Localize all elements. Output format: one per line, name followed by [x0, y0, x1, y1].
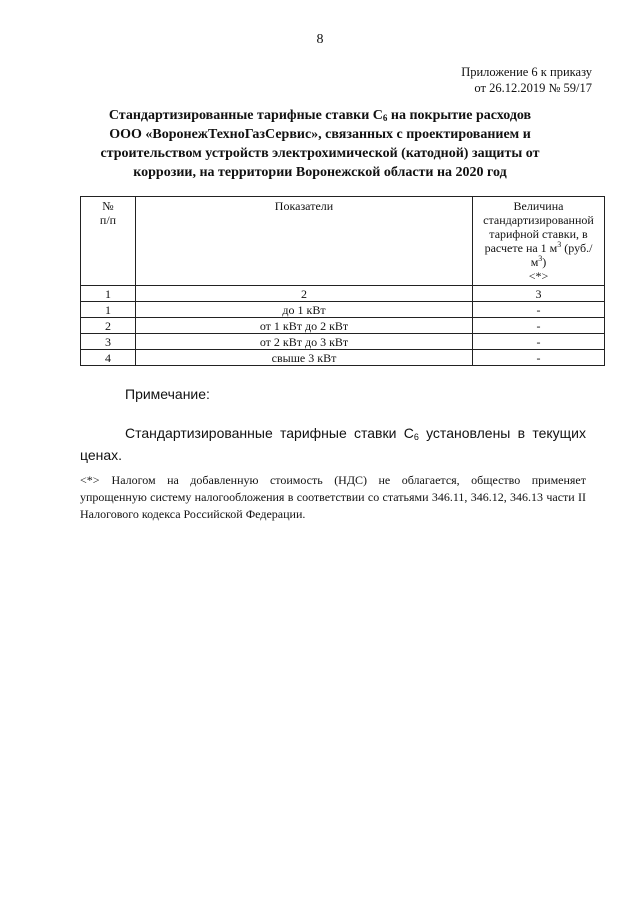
title-line-1 [80, 106, 560, 125]
header-value-line-1: Величина [513, 199, 564, 213]
table-index-row [81, 286, 605, 302]
footnote [80, 472, 586, 523]
row-value: - [473, 334, 605, 350]
row-value: - [473, 350, 605, 366]
index-cell-3: 3 [473, 286, 605, 302]
note-text [80, 422, 586, 466]
row-indicator: от 2 кВт до 3 кВт [136, 334, 473, 350]
table-row [81, 334, 605, 350]
row-value: - [473, 302, 605, 318]
header-number [81, 197, 136, 286]
header-value-sup-1: 3 [557, 240, 562, 249]
document-title [80, 106, 560, 182]
title-line-2: ООО «ВоронежТехноГазСервис», связанных с проектированием и [109, 127, 531, 142]
appendix-line-2: от 26.12.2019 № 59/17 [474, 81, 592, 95]
table-row [81, 318, 605, 334]
note-text-start: Стандартизированные тарифные ставки С [125, 425, 414, 441]
footnote-text: Налогом на добавленную стоимость (НДС) не облагается, общество применяет упрощенную систему налогообложения в соответствии со статьями 346.11, 346.12, 346.13 части II Налогового кодекса Российской Федерации. [80, 473, 586, 521]
header-value-line-4 [477, 241, 600, 269]
row-number: 3 [81, 334, 136, 350]
row-number: 1 [81, 302, 136, 318]
tariff-rates-table [80, 196, 605, 366]
row-number: 4 [81, 350, 136, 366]
row-number: 2 [81, 318, 136, 334]
table-header-row [81, 197, 605, 286]
note-text-end: установлены в текущих ценах. [80, 425, 586, 463]
header-number-line-1: № [102, 199, 114, 213]
page-number: 8 [316, 32, 324, 47]
title-line-1-tail: на покрытие расходов [387, 108, 532, 123]
header-value-line-4-b: (руб./м [530, 241, 593, 269]
appendix-reference [461, 64, 592, 96]
title-line-3: строительством устройств электрохимической (катодной) защиты от [100, 146, 540, 161]
row-indicator: свыше 3 кВт [136, 350, 473, 366]
table-row [81, 350, 605, 366]
index-cell-1: 1 [81, 286, 136, 302]
table-row [81, 302, 605, 318]
index-cell-2: 2 [136, 286, 473, 302]
note-subscript: 6 [413, 432, 419, 442]
title-subscript: 6 [382, 113, 388, 123]
title-line-1-text: Стандартизированные тарифные ставки С [108, 108, 383, 123]
note-heading: Примечание: [125, 386, 210, 402]
header-value-sup-2: 3 [538, 254, 543, 263]
header-value-line-5: <*> [528, 269, 549, 283]
row-indicator: до 1 кВт [136, 302, 473, 318]
title-line-4: коррозии, на территории Воронежской области на 2020 год [133, 165, 507, 180]
header-value-line-3: тарифной ставки, в [489, 227, 588, 241]
header-value-line-4-c: ) [542, 255, 547, 269]
header-rate-value [473, 197, 605, 286]
appendix-line-1: Приложение 6 к приказу [461, 65, 592, 79]
row-value: - [473, 318, 605, 334]
header-value-line-2: стандартизированной [483, 213, 594, 227]
header-number-line-2: п/п [99, 213, 117, 227]
header-value-line-4-a: расчете на 1 м [484, 241, 558, 255]
row-indicator: от 1 кВт до 2 кВт [136, 318, 473, 334]
footnote-marker: <*> [80, 473, 100, 487]
header-indicators: Показатели [136, 197, 473, 286]
